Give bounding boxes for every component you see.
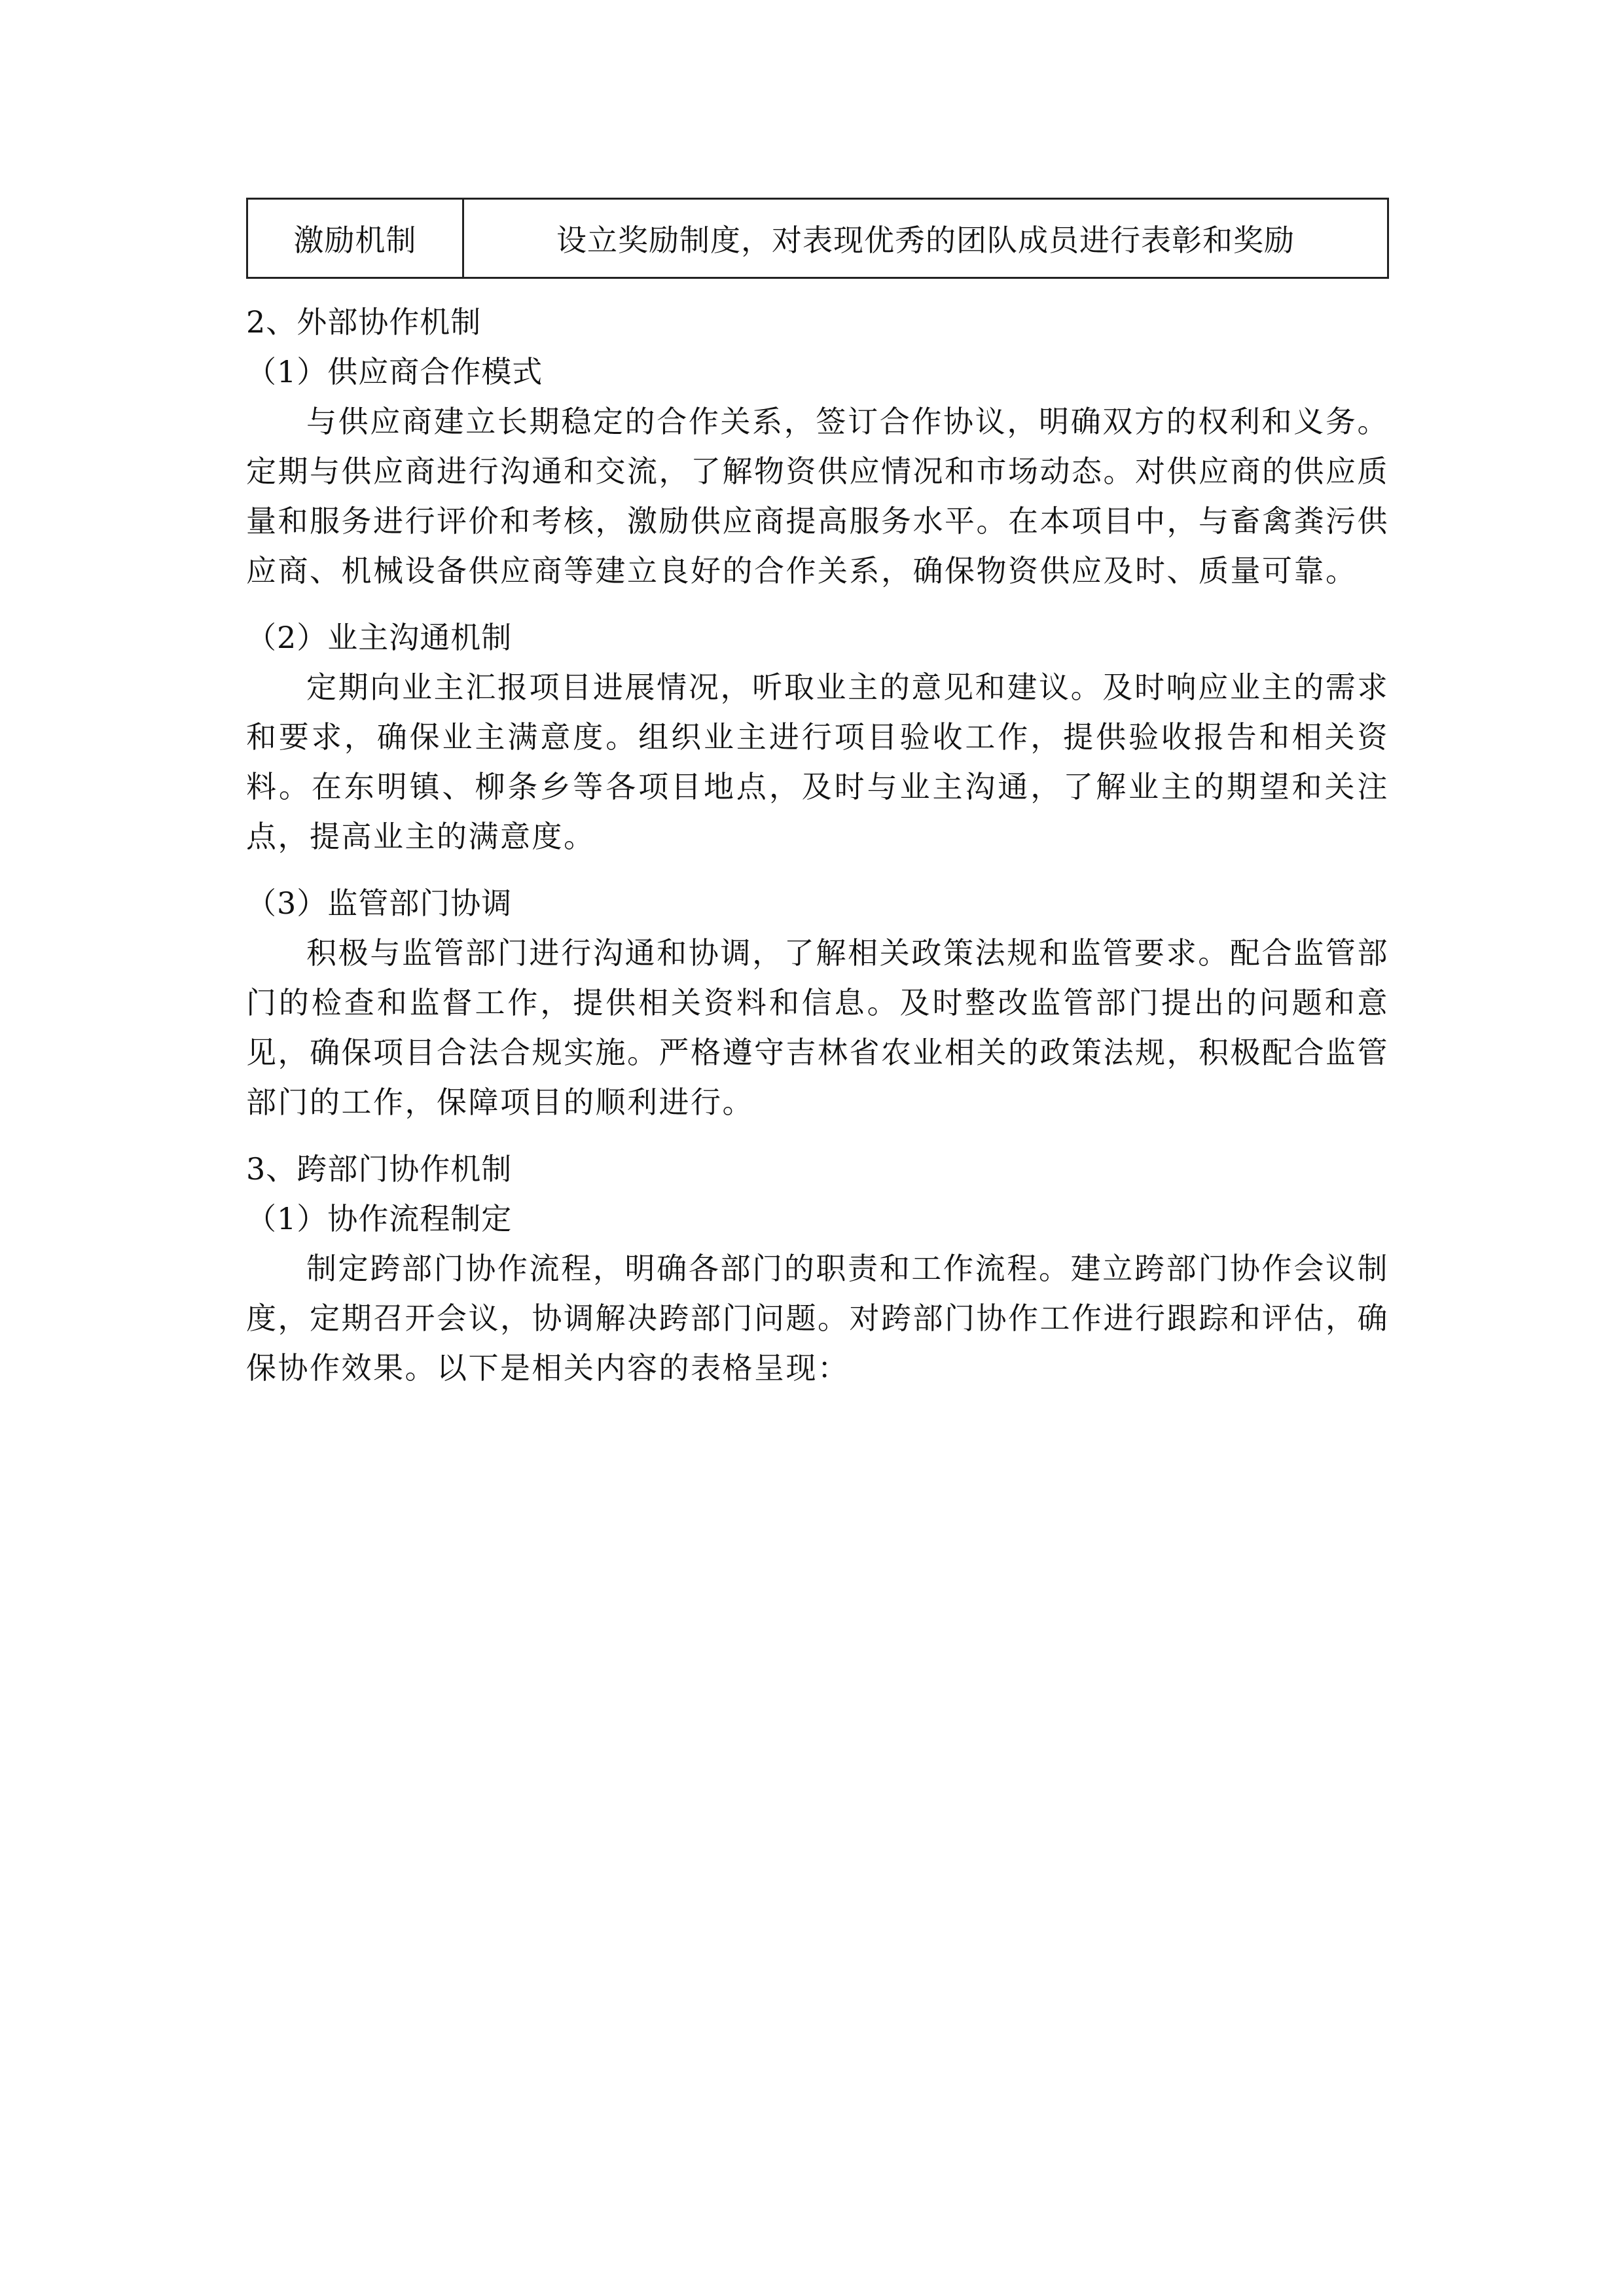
subheading-regulator: （3）监管部门协调 [246, 886, 513, 921]
table-cell-desc: 设立奖励制度，对表现优秀的团队成员进行表彰和奖励 [463, 199, 1388, 278]
table-row [247, 199, 1388, 278]
paragraph-owner: 定期向业主汇报项目进展情况，听取业主的意见和建议。及时响应业主的需求和要求，确保业主满意度。组织业主进行项目验收工作，提供验收报告和相关资料。在东明镇、柳条乡等各项目地点，及时与业主沟通，了解业主的期望和关注点，提高业主的满意度。 [246, 670, 1389, 854]
section-heading-external: 2、外部协作机制 [246, 304, 482, 340]
paragraph-process: 制定跨部门协作流程，明确各部门的职责和工作流程。建立跨部门协作会议制度，定期召开会议，协调解决跨部门问题。对跨部门协作工作进行跟踪和评估，确保协作效果。以下是相关内容的表格呈现： [246, 1251, 1389, 1386]
page-content [246, 198, 1389, 1393]
subheading-owner: （2）业主沟通机制 [246, 620, 513, 655]
table-cell-name: 激励机制 [247, 199, 463, 278]
subheading-process: （1）协作流程制定 [246, 1201, 513, 1236]
paragraph-regulator: 积极与监管部门进行沟通和协调，了解相关政策法规和监管要求。配合监管部门的检查和监督工作，提供相关资料和信息。及时整改监管部门提出的问题和意见，确保项目合法合规实施。严格遵守吉林省农业相关的政策法规，积极配合监管部门的工作，保障项目的顺利进行。 [246, 935, 1389, 1120]
mechanism-table [246, 198, 1389, 279]
section-heading-cross-dept: 3、跨部门协作机制 [246, 1151, 513, 1187]
paragraph-supplier: 与供应商建立长期稳定的合作关系，签订合作协议，明确双方的权利和义务。定期与供应商进行沟通和交流，了解物资供应情况和市场动态。对供应商的供应质量和服务进行评价和考核，激励供应商提高服务水平。在本项目中，与畜禽粪污供应商、机械设备供应商等建立良好的合作关系，确保物资供应及时、质量可靠。 [246, 404, 1389, 588]
subheading-supplier: （1）供应商合作模式 [246, 354, 543, 389]
